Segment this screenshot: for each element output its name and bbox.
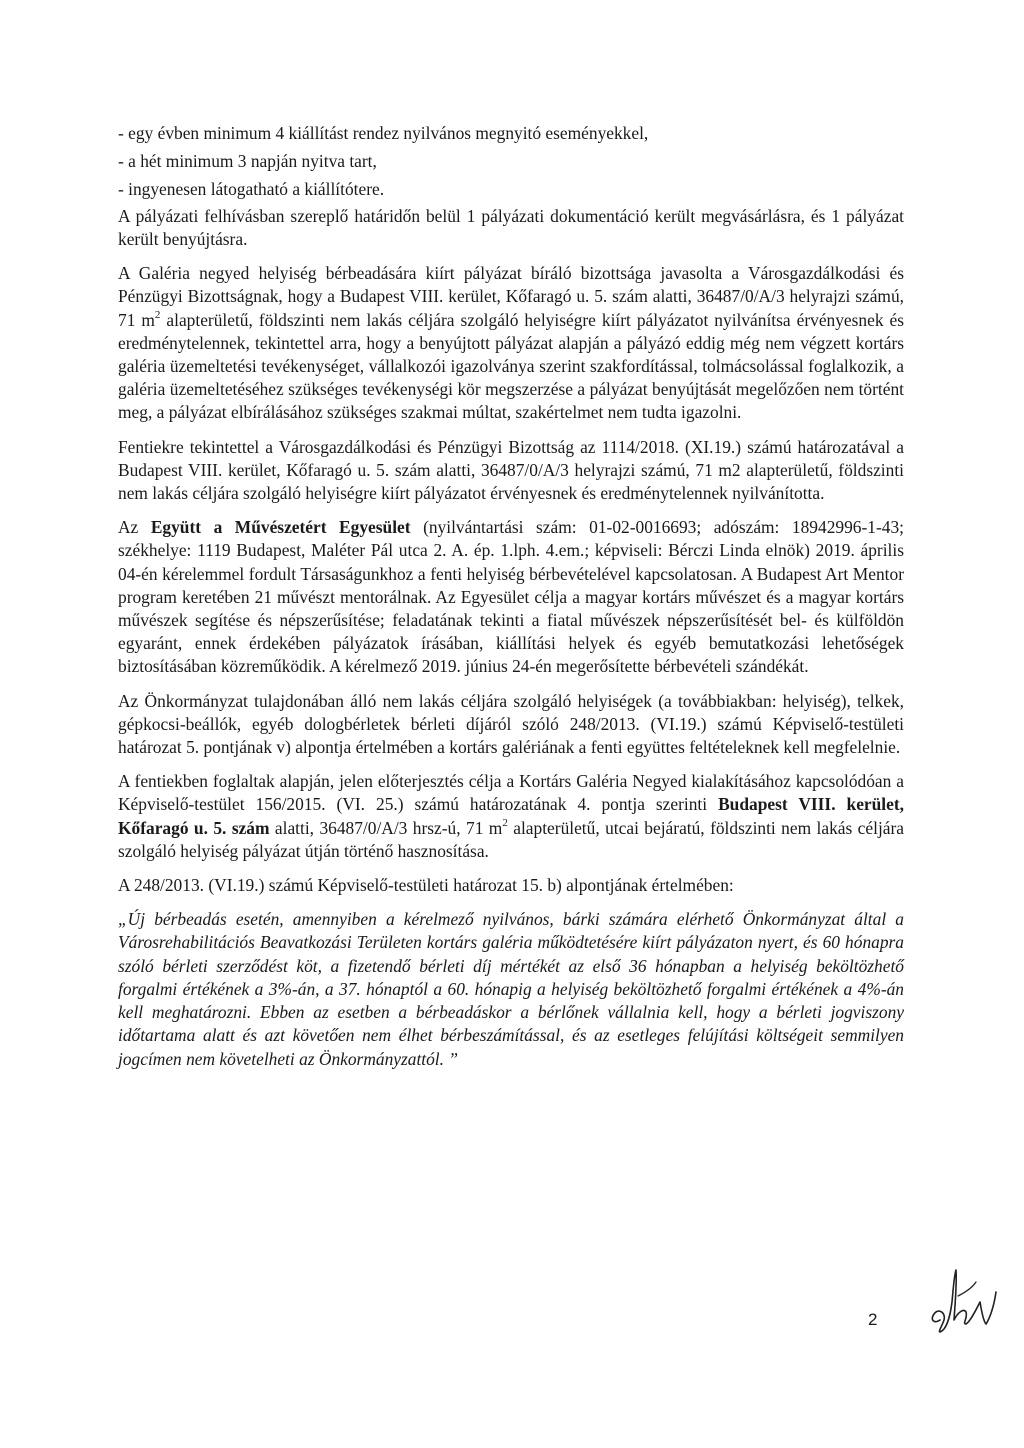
- text-run: alatti, 36487/0/A/3 hrsz-ú, 71 m: [269, 817, 503, 838]
- text-run: (nyilvántartási szám: 01-02-0016693; adószám: 18942996-1-43; székhelye: 1119 Budapest, Maléter Pál utca 2. A. ép. 1.lph. 4.em.; képviseli: Bérczi Linda elnök) 2019. április 04-én kérelemmel fordult Társaságunkhoz a fenti helyiség bérbevételével kapcsolatosan. A Budapest Art Mentor program keretében 21 művészt mentorálnak. Az Egyesület célja a magyar kortárs művészet és a magyar kortárs művészek segítése és népszerűsítése; feladatának tekinti a fiatal művészek népszerűsítését bel- és külföldön egyaránt, ennek érdekében pályázatok írásában, kiállítási helyek és egyéb bemutatkozási lehetőségek biztosításában közreműködik. A kérelmező 2019. június 24-én megerősítette bérbevételi szándékát.: [118, 517, 904, 677]
- paragraph-association-request: [118, 516, 904, 678]
- paragraph-proposal-purpose: [118, 770, 904, 863]
- paragraph-application-count: A pályázati felhívásban szereplő határidőn belül 1 pályázati dokumentáció került megvásárlásra, és 1 pályázat került benyújtásra.: [118, 205, 904, 249]
- criteria-item: - ingyenesen látogatható a kiállítótere.: [118, 178, 385, 199]
- quoted-resolution-text: „Új bérbeadás esetén, amennyiben a kérelmező nyilvános, bárki számára elérhető Önkormányzat által a Városrehabilitációs Beavatkozási Területen kortárs galéria működtetésére kiírt pályázaton nyert, és 60 hónapra szóló bérleti szerződést köt, a fizetendő bérleti díj mértékét az első 36 hónapban a helyiség beköltözhető forgalmi értékének a 3%-án, a 37. hónaptól a 60. hónapig a helyiség beköltözhető forgalmi értékének a 4%-án kell meghatározni. Ebben az esetben a bérbeadáskor a bérlőnek vállalnia kell, hogy a bérleti jogviszony időtartama alatt és azt követően nem élhet bérbeszámítással, és az esetleges felújítási költségeit semmilyen jogcímen nem követelheti az Önkormányzattól. ”: [118, 909, 904, 1069]
- criteria-item: - egy évben minimum 4 kiállítást rendez nyilvános megnyitó eseményekkel,: [118, 123, 649, 143]
- text-run: alapterületű, földszinti nem lakás céljára szolgáló helyiségre kiírt pályázatot nyilvánítsa érvényesnek és eredménytelennek, tekintettel arra, hogy a benyújtott pályázat alapján a pályázó eddig még nem végzett kortárs galéria üzemeltetési tevékenységet, vállalkozói igazolványa szerint szakfordítással, tolmácsolással foglalkozik, a galéria üzemeltetéséhez szükséges tevékenységi kör megszerzése a pályázat benyújtását megelőzően nem történt meg, a pályázat elbírálásához szükséges szakmai múltat, szakértelmet nem tudta igazolni.: [118, 309, 904, 423]
- superscript: 2: [502, 816, 508, 829]
- association-name: Együtt a Művészetért Egyesület: [150, 517, 411, 538]
- text-run: A fentiekben foglaltak alapján, jelen előterjesztés célja a Kortárs Galéria Negyed kialakításához kapcsolódóan a Képviselő-testület 156/2015. (VI. 25.) számú határozatának 4. pontja szerinti: [118, 771, 904, 815]
- paragraph-municipal-rules: Az Önkormányzat tulajdonában álló nem lakás céljára szolgáló helyiségek (a továbbiakban: helyiség), telkek, gépkocsi-beállók, egyéb dologbérletek bérleti díjáról szóló 248/2013. (VI.19.) számú Képviselő-testületi határozat 5. pontjának v) alpontja értelmében a kortárs galériának a fenti együttes feltételeknek kell megfelelnie.: [118, 690, 904, 758]
- criteria-list: [118, 122, 904, 201]
- handwritten-signature-icon: [910, 1262, 1010, 1342]
- page-number: 2: [868, 1310, 878, 1329]
- paragraph-resolution-reference: A 248/2013. (VI.19.) számú Képviselő-testületi határozat 15. b) alpontjának értelmében:: [118, 875, 734, 896]
- document-body: [118, 122, 904, 1071]
- text-run: Az: [118, 517, 151, 538]
- text-run: alapterületű, utcai bejáratú, földszinti nem lakás céljára szolgáló helyiség pályázat útján történő hasznosítása.: [118, 817, 905, 861]
- superscript: 2: [154, 308, 161, 321]
- property-address: Budapest VIII. kerület, Kőfaragó u. 5. szám: [118, 794, 904, 838]
- criteria-item: - a hét minimum 3 napján nyitva tart,: [118, 150, 377, 171]
- text-run: A Galéria negyed helyiség bérbeadására kiírt pályázat bíráló bizottsága javasolta a Városgazdálkodási és Pénzügyi Bizottságnak, hogy a Budapest VIII. kerület, Kőfaragó u. 5. szám alatti, 36487/0/A/3 helyrajzi számú, 71 m: [118, 263, 904, 330]
- paragraph-committee-proposal: [118, 262, 904, 424]
- paragraph-committee-decision: Fentiekre tekintettel a Városgazdálkodási és Pénzügyi Bizottság az 1114/2018. (XI.19.) számú határozatával a Budapest VIII. kerület, Kőfaragó u. 5. szám alatti, 36487/0/A/3 helyrajzi számú, 71 m2 alapterületű, földszinti nem lakás céljára szolgáló helyiségre kiírt pályázatot érvényesnek és eredménytelennek nyilvánította.: [118, 436, 904, 504]
